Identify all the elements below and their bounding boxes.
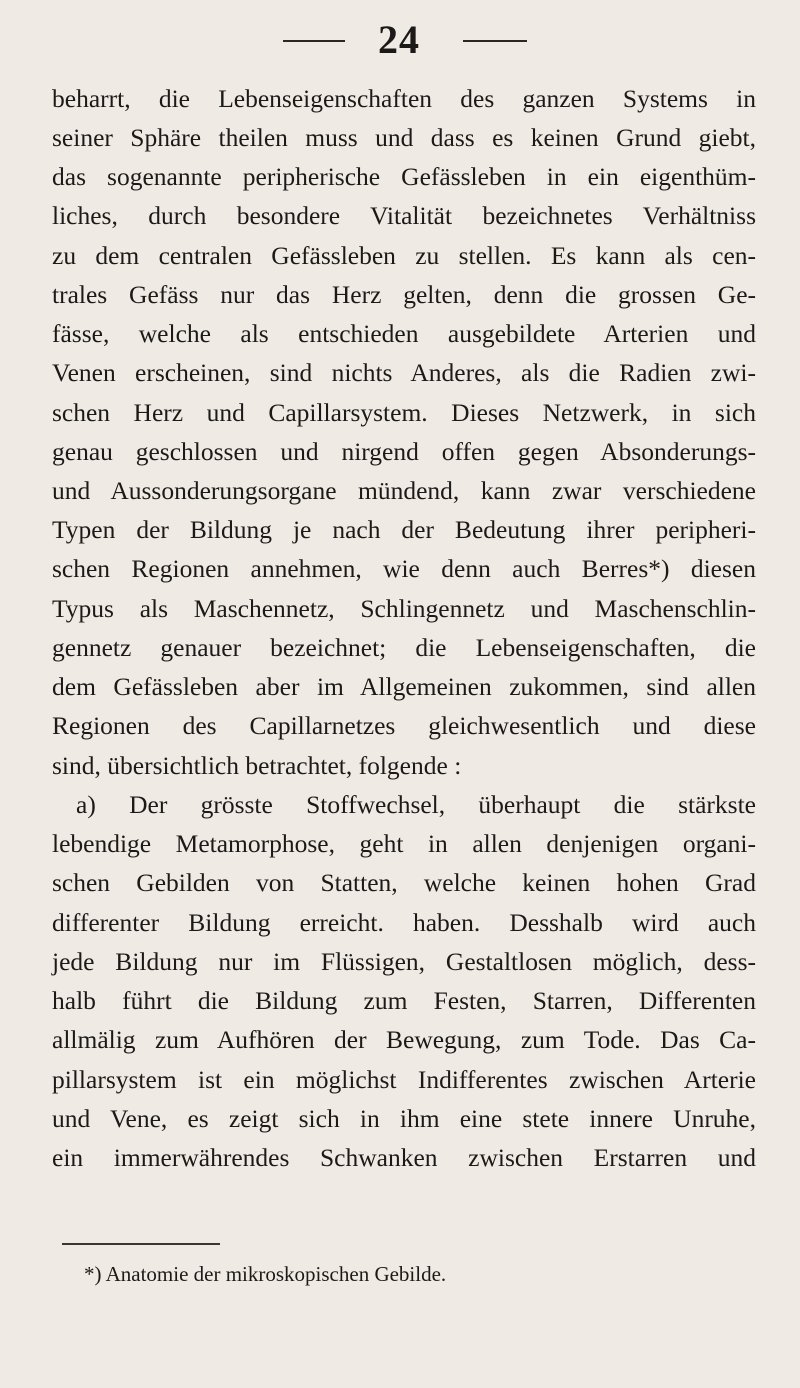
text-line: schen Regionen annehmen, wie denn auch Berres*) diesen: [52, 554, 756, 583]
text-line: Typus als Maschennetz, Schlingennetz und Maschenschlin-: [52, 594, 756, 623]
text-line: das sogenannte peripherische Gefässleben in ein eigenthüm-: [52, 162, 756, 191]
text-line: und Aussonderungsorgane mündend, kann zwar verschiedene: [52, 476, 756, 505]
text-line: schen Herz und Capillarsystem. Dieses Netzwerk, in sich: [52, 398, 756, 427]
text-line: Regionen des Capillarnetzes gleichwesentlich und diese: [52, 711, 756, 740]
footnote: *) Anatomie der mikroskopischen Gebilde.: [84, 1262, 447, 1286]
text-line: jede Bildung nur im Flüssigen, Gestaltlosen möglich, dess-: [52, 947, 756, 976]
text-line: ein immerwährendes Schwanken zwischen Erstarren und: [52, 1143, 756, 1172]
text-line: zu dem centralen Gefässleben zu stellen. Es kann als cen-: [52, 241, 756, 270]
text-line: und Vene, es zeigt sich in ihm eine stete innere Unruhe,: [52, 1104, 756, 1133]
text-line: genau geschlossen und nirgend offen gegen Absonderungs-: [52, 437, 756, 466]
text-line: allmälig zum Aufhören der Bewegung, zum Tode. Das Ca-: [52, 1025, 756, 1054]
text-line: a) Der grösste Stoffwechsel, überhaupt die stärkste: [76, 790, 756, 819]
footnote-rule: [62, 1243, 220, 1245]
text-line: beharrt, die Lebenseigenschaften des ganzen Systems in: [52, 84, 756, 113]
header-dash-right: [463, 40, 527, 42]
text-line: Venen erscheinen, sind nichts Anderes, als die Radien zwi-: [52, 358, 756, 387]
text-line: trales Gefäss nur das Herz gelten, denn die grossen Ge-: [52, 280, 756, 309]
text-line: halb führt die Bildung zum Festen, Starren, Differenten: [52, 986, 756, 1015]
text-line: dem Gefässleben aber im Allgemeinen zukommen, sind allen: [52, 672, 756, 701]
header-dash-left: [283, 40, 345, 42]
page-number: 24: [378, 17, 420, 62]
text-line: liches, durch besondere Vitalität bezeichnetes Verhältniss: [52, 201, 756, 230]
text-line: seiner Sphäre theilen muss und dass es keinen Grund giebt,: [52, 123, 756, 152]
text-line: pillarsystem ist ein möglichst Indifferentes zwischen Arterie: [52, 1065, 756, 1094]
text-line: fässe, welche als entschieden ausgebildete Arterien und: [52, 319, 756, 348]
text-line: differenter Bildung erreicht. haben. Desshalb wird auch: [52, 908, 756, 937]
page-header: [0, 16, 800, 66]
text-line: schen Gebilden von Statten, welche keinen hohen Grad: [52, 868, 756, 897]
text-line: gennetz genauer bezeichnet; die Lebenseigenschaften, die: [52, 633, 756, 662]
text-line: lebendige Metamorphose, geht in allen denjenigen organi-: [52, 829, 756, 858]
text-line: Typen der Bildung je nach der Bedeutung ihrer peripheri-: [52, 515, 756, 544]
text-line: sind, übersichtlich betrachtet, folgende :: [52, 751, 462, 780]
